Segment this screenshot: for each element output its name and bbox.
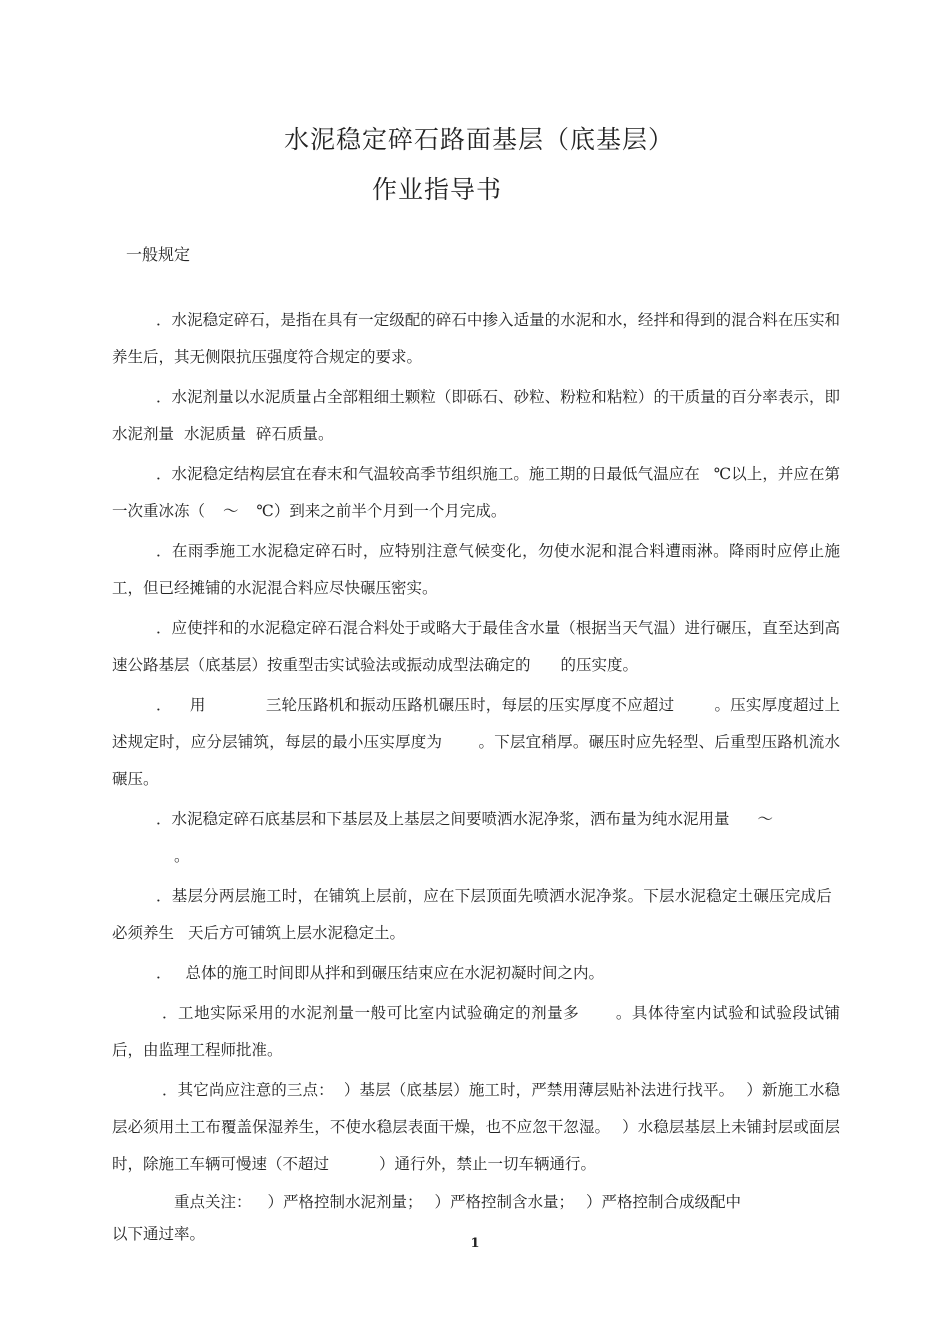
paragraph-1: ．水泥稳定碎石，是指在具有一定级配的碎石中掺入适量的水泥和水，经拌和得到的混合料在压实和养生后，其无侧限抗压强度符合规定的要求。 [112, 311, 840, 366]
paragraph-6: ． 用 三轮压路机和振动压路机碾压时，每层的压实厚度不应超过 。压实厚度超过上述规定时，应分层铺筑，每层的最小压实厚度为 。下层宜稍厚。碾压时应先轻型、后重型压路机流水碾压。 [112, 696, 840, 788]
paragraph-7: ．水泥稳定碎石底基层和下基层及上基层之间要喷洒水泥净浆，洒布量为纯水泥用量 ～ 。 [156, 810, 774, 865]
paragraph-12: 重点关注： ）严格控制水泥剂量； ）严格控制含水量； ）严格控制合成级配中 以下通过率。 [112, 1193, 742, 1243]
paragraph-2: ．水泥剂量以水泥质量占全部粗细土颗粒（即砾石、砂粒、粉粒和粘粒）的干质量的百分率表示，即水泥剂量 水泥质量 碎石质量。 [112, 388, 840, 443]
paragraph-9: ． 总体的施工时间即从拌和到碾压结束应在水泥初凝时间之内。 [156, 964, 605, 982]
paragraph-10: ．工地实际采用的水泥剂量一般可比室内试验确定的剂量多 。具体待室内试验和试验段试铺后，由监理工程师批准。 [112, 1004, 840, 1059]
paragraph-3: ．水泥稳定结构层宜在春末和气温较高季节组织施工。施工期的日最低气温应在 ℃以上，并应在第一次重冰冻（ ～ ℃）到来之前半个月到一个月完成。 [112, 465, 840, 520]
document-subtitle: 作业指导书 [372, 175, 503, 204]
document-title: 水泥稳定碎石路面基层（底基层） [284, 125, 675, 154]
paragraph-11: ．其它尚应注意的三点： ）基层（底基层）施工时，严禁用薄层贴补法进行找平。 ）新施工水稳层必须用土工布覆盖保湿养生，不使水稳层表面干燥，也不应忽干忽湿。 ）水稳层基层上未铺封层或面层时，除施工车辆可慢速（不超过 ）通行外，禁止一切车辆通行。 [112, 1081, 840, 1173]
document-body [112, 302, 840, 1253]
paragraph-4: ．在雨季施工水泥稳定碎石时，应特别注意气候变化，勿使水泥和混合料遭雨淋。降雨时应停止施工，但已经摊铺的水泥混合料应尽快碾压密实。 [112, 542, 840, 597]
paragraph-8: ．基层分两层施工时，在铺筑上层前，应在下层顶面先喷洒水泥净浆。下层水泥稳定土碾压完成后必须养生 天后方可铺筑上层水泥稳定土。 [112, 887, 832, 942]
section-heading: 一般规定 [126, 245, 191, 264]
paragraph-5: ．应使拌和的水泥稳定碎石混合料处于或略大于最佳含水量（根据当天气温）进行碾压，直至达到高速公路基层（底基层）按重型击实试验法或振动成型法确定的 的压实度。 [112, 619, 840, 674]
page-number: 1 [470, 1236, 480, 1251]
